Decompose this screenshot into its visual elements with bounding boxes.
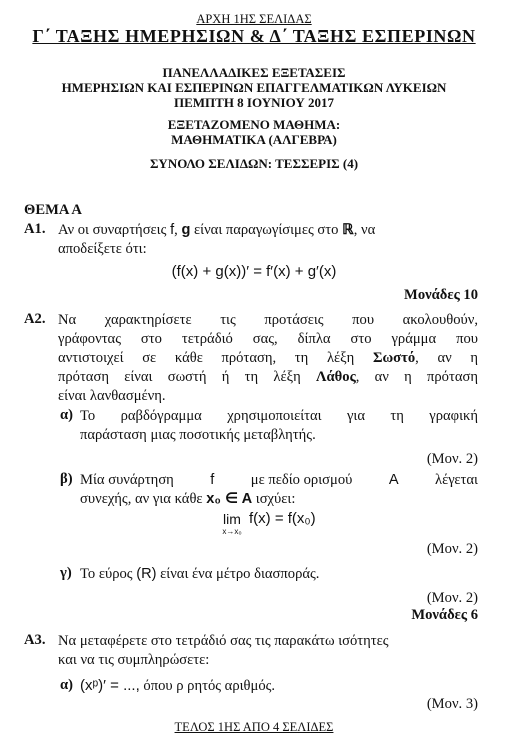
a1-formula: (f(x) + g(x))′ = f′(x) + g′(x)	[171, 263, 337, 280]
a2-intro-text-3: πρόταση είναι σωστή ή τη λέξη	[58, 369, 301, 385]
a2-label: Α2.	[24, 311, 46, 327]
a2-intro-text-2: , αν η	[415, 350, 478, 366]
a3-alpha-label: α)	[60, 677, 74, 693]
word-true: Σωστό	[372, 350, 416, 366]
a2-beta-text-2: με πεδίο ορισμού	[250, 472, 353, 488]
a2-alpha-line-2: παράσταση μιας ποσοτικής μεταβλητής.	[80, 427, 316, 443]
a2-marks: Μονάδες 6	[411, 607, 478, 623]
a3-label: Α3.	[24, 632, 46, 648]
a3-alpha-marks: (Μον. 3)	[426, 696, 478, 712]
section-title: ΘΕΜΑ Α	[24, 202, 82, 218]
a1-text: Αν οι συναρτήσεις	[58, 222, 167, 238]
exam-date: ΠΕΜΠΤΗ 8 ΙΟΥΝΙΟΥ 2017	[173, 95, 335, 110]
a3-alpha-text: όπου ρ ρητός αριθμός.	[143, 678, 276, 694]
page-end-label: ΤΕΛΟΣ 1ΗΣ ΑΠΟ 4 ΣΕΛΙΔΕΣ	[174, 720, 334, 734]
a2-beta-text-5: ισχύει:	[255, 491, 296, 507]
a2-gamma-line	[80, 565, 319, 584]
a2-gamma-marks: (Μον. 2)	[426, 590, 478, 606]
a2-beta-line-1	[80, 471, 478, 490]
range-symbol: (R)	[136, 566, 157, 582]
a2-intro-line-3	[58, 349, 478, 368]
a3-line-1: Να μεταφέρετε στο τετράδιό σας τις παρακάτω ισότητες	[58, 633, 389, 649]
a2-intro-line-1: Να χαρακτηρίσετε τις προτάσεις που ακολουθούν,	[58, 312, 478, 328]
total-pages: ΣΥΝΟΛΟ ΣΕΛΙΔΩΝ: ΤΕΣΣΕΡΙΣ (4)	[149, 156, 359, 171]
a2-alpha-label: α)	[60, 407, 74, 423]
a2-intro-line-4	[58, 368, 478, 387]
a2-intro-line-2: γράφοντας στο τετράδιό σας, δίπλα στο γράμμα που	[58, 331, 478, 347]
a2-gamma-text: Το εύρος	[80, 566, 133, 582]
exam-title-line-1: ΠΑΝΕΛΛΑΔΙΚΕΣ ΕΞΕΤΑΣΕΙΣ	[162, 65, 346, 80]
power-formula: (xᵖ)′ = ...,	[80, 677, 140, 694]
word-false: Λάθος	[316, 369, 356, 385]
a2-alpha-line-1: Το ραβδόγραμμα χρησιμοποιείται για τη γραφική	[80, 408, 478, 424]
a1-marks: Μονάδες 10	[404, 287, 478, 303]
a2-beta-marks: (Μον. 2)	[426, 541, 478, 557]
a1-statement-line-2: αποδείξετε ότι:	[58, 241, 147, 257]
subject-name: ΜΑΘΗΜΑΤΙΚΑ (ΑΛΓΕΒΡΑ)	[171, 132, 337, 147]
a2-gamma-label: γ)	[60, 565, 72, 581]
function-g: g	[181, 222, 191, 238]
a2-beta-text: Μία συνάρτηση	[80, 472, 174, 488]
exam-title-line-2: ΗΜΕΡΗΣΙΩΝ ΚΑΙ ΕΣΠΕΡΙΝΩΝ ΕΠΑΓΓΕΛΜΑΤΙΚΩΝ ΛΥΚΕΙΩΝ	[61, 80, 447, 95]
a1-statement-line-1	[58, 221, 478, 240]
a3-line-2: και να τις συμπληρώσετε:	[58, 652, 210, 668]
lim-subscript: x→x₀	[222, 527, 242, 536]
a1-text-2: είναι παραγωγίσιμες στο	[194, 222, 339, 238]
a3-alpha-line	[80, 676, 275, 696]
reals-symbol: ℝ	[342, 222, 354, 238]
a2-intro-text: αντιστοιχεί σε κάθε πρόταση, τη λέξη	[58, 350, 355, 366]
page-start-label: ΑΡΧΗ 1ΗΣ ΣΕΛΙΔΑΣ	[196, 12, 312, 26]
function-f: f	[170, 222, 175, 238]
function-f-2: f	[210, 472, 215, 488]
a2-beta-line-2	[80, 490, 295, 509]
a2-alpha-marks: (Μον. 2)	[426, 451, 478, 467]
a2-beta-label: β)	[60, 471, 73, 487]
class-title: Γ΄ ΤΑΞΗΣ ΗΜΕΡΗΣΙΩΝ & Δ΄ ΤΑΞΗΣ ΕΣΠΕΡΙΝΩΝ	[32, 26, 476, 46]
a2-beta-text-3: λέγεται	[435, 472, 478, 488]
a1-comma: ,	[174, 222, 178, 238]
domain-a: A	[388, 472, 399, 488]
continuity-formula: f(x) = f(x₀)	[249, 510, 316, 527]
a1-label: Α1.	[24, 221, 46, 237]
a2-beta-text-4: συνεχής, αν για κάθε	[80, 491, 203, 507]
subject-label: ΕΞΕΤΑΖΟΜΕΝΟ ΜΑΘΗΜΑ:	[167, 117, 341, 132]
limit-operator	[218, 512, 246, 536]
a2-intro-line-5: είναι λανθασμένη.	[58, 388, 166, 404]
x0-in-a: x₀ ∈ A	[206, 491, 253, 507]
a2-gamma-text-2: είναι ένα μέτρο διασποράς.	[160, 566, 320, 582]
a1-text-3: , να	[353, 222, 376, 238]
a2-intro-text-4: , αν η πρόταση	[355, 369, 478, 385]
lim-text: lim	[223, 511, 241, 527]
